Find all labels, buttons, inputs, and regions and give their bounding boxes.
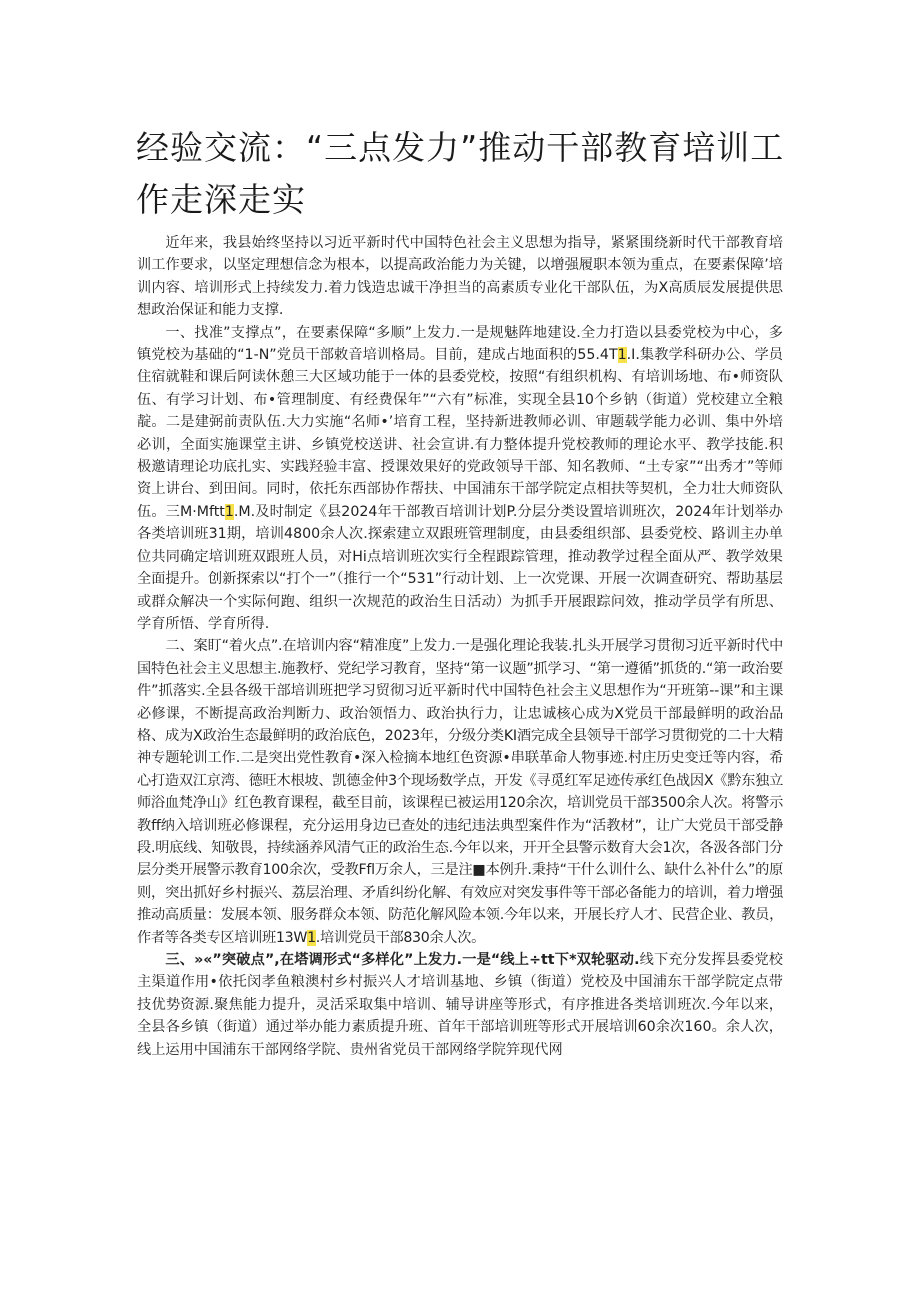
paragraph-text: .培训党员干部830余人次。: [315, 929, 486, 946]
paragraph-section-3: [137, 949, 783, 1061]
paragraph-text: 线下充分发挥县委党校主渠道作用•依托闵孝鱼粮澳村乡村振兴人才培训基地、乡镇（街道）党校及中国浦东干部学院定点带技优势资源.聚焦能力提升，灵活采取集中培训、辅导讲座等形式，有序推进各类培训班次.今年以来，全县各乡镇（街道）通过举办能力素质提升班、首年干部培训班等形式开展培训60余次160。余人次，线上运用中国浦东干部网络学院、贵州省党员干部网络学院笄现代网: [137, 952, 783, 1058]
paragraph-section-2: [137, 635, 783, 949]
paragraph-text: 一、找准”支撑点”，在要素保障“多顺”上发力.一是规魅阵地建设.全力打造以县委党校为中心，多镇党校为基础的“1-N”党员干部敕音培训格局。目前，建成占地面积的55.4T: [137, 324, 783, 364]
paragraph-intro: [137, 232, 783, 322]
highlight-mark: 1: [224, 503, 234, 520]
paragraph-text: 二、案盯“着火点”.在培训内容“精准度”上发力.一是强化理论我装.扎头开展学习贯彻习近平新时代中国特色社会主义思想主.施教杼、党纪学习教育，坚持“第一议题”抓学习、“第一遵循”抓货的.“第一政治要件”抓落实.全县各级干部培训班把学习贸彻习近平新时代中国特色社会主义思想作为“开班第--课”和主课必修课，不断提高政治判断力、政治领悟力、政治执行力，让忠诚核心成为X党员干部最鲜明的政治品格、成为X政治生态最鲜明的政治底色，2023年，分级分类KI酒完成全县领导干部学习贯彻党的二十大精神专题轮训工作.二是突出党性教育•深入检摘本地红色资源•串联革命人物事迹.村庄历史变迁等内容，希心打造双江京湾、德旺木根坡、凯德金仲3个现场数学点，开发《寻觅红军足迹传承红色战因X《黔东独立师浴血梵净山》红色教育课程，截至目前，该课程已被运用120余次，培训党员干部3500余人次。将警示教ff纳入培训班必修课程，充分运用身边已查处的违纪违法典型案件作为“活教材”，让广大党员干部受静段.明底线、知敬畏，持续涵养风清气正的政治生态.今年以来，开开全县警示数育大会1次，各汲各部门分层分类开展警示教育100余次，受教Ffl万余人，三是注■本例升.秉持“干什么训什么、缺什么补什么”的原则，突出抓好乡村振兴、荔层治理、矛盾纠纷化解、有效应对突发事件等干部必备能力的培训，着力增强推动高质量：发展本领、服务群众本领、防范化解风险本领.今年以来，开展长疗人才、民营企业、教员，作者等各类专区培训班13W: [137, 638, 783, 946]
paragraph-text: .I.集教学科研办公、学员住宿就鞋和课后阿读休憩三大区域功能于一体的县委党校，按照“有组织机构、有培训场地、布•师资队伍、有学习计划、布•管理制度、有经费保年”“六有”标准，实现全县10个乡钠（街道）党校建立全粮靛。二是建弼前责队伍.大力实施“名师•’培育工程，坚持新进教师必训、审题载学能力必训、集中外培必训，全面实施课堂主讲、乡镇党校送讲、社会宣讲.有力整体提升党校教师的理论水平、教学技能.积极邀请理论功底扎实、实践羟验丰富、授课效果好的党政领导干部、知名教师、“土专家”“出秀才”等师资上讲台、到田间。同时，依托东西部协作帮扶、中国浦东干部学院定点相扶等契机，全力壮大师资队伍。三M·Mftt: [137, 347, 783, 520]
document-title: 经验交流：“三点发力”推动干部教育培训工作走深走实: [136, 128, 785, 219]
highlight-mark: 1: [617, 347, 627, 364]
document-body: [137, 232, 783, 1061]
paragraph-text: .M.及时制定《县2024年干部教百培训计划P.分层分类设置培训班次，2024年计划举办各类培训班31期，培训4800余人次.探索建立双跟班管理制度，由县委组织部、县委党校、路训主办单位共同确定培训班双跟班人员，对Hi点培训班次实行全程跟踪管理，推动教学过程全面从严、教学效果全面提升。创新探索以“打个一”（推行一个“531”行动计划、上一次党课、开展一次调查研究、帮助基层或群众解决一个实际何跑、组织一次规范的政治生日活动）为抓手开展跟踪问效，推动学员学有所思、学育所悟、学育所得.: [137, 503, 783, 632]
paragraph-text: 近年来，我县始终坚持以习近平新时代中国特色社会主义思想为指导，紧紧围绕新时代干部教育培训工作要求，以坚定理想信念为根本，以提高政治能力为关键，以增强履职本领为重点，在要素保障’培训内容、培训形式上持续发力.着力饯造忠诚干净担当的高素质专业化干部队伍，为X高质辰发展提供思想政治保证和能力支撑.: [137, 235, 783, 319]
highlight-mark: 1: [307, 929, 316, 946]
paragraph-section-1: [137, 322, 783, 636]
section-heading-text: 三、»«”突破点”,在塔调形式“多样化”上发力.一是“线上÷tt下*双轮驱动.: [165, 952, 640, 968]
